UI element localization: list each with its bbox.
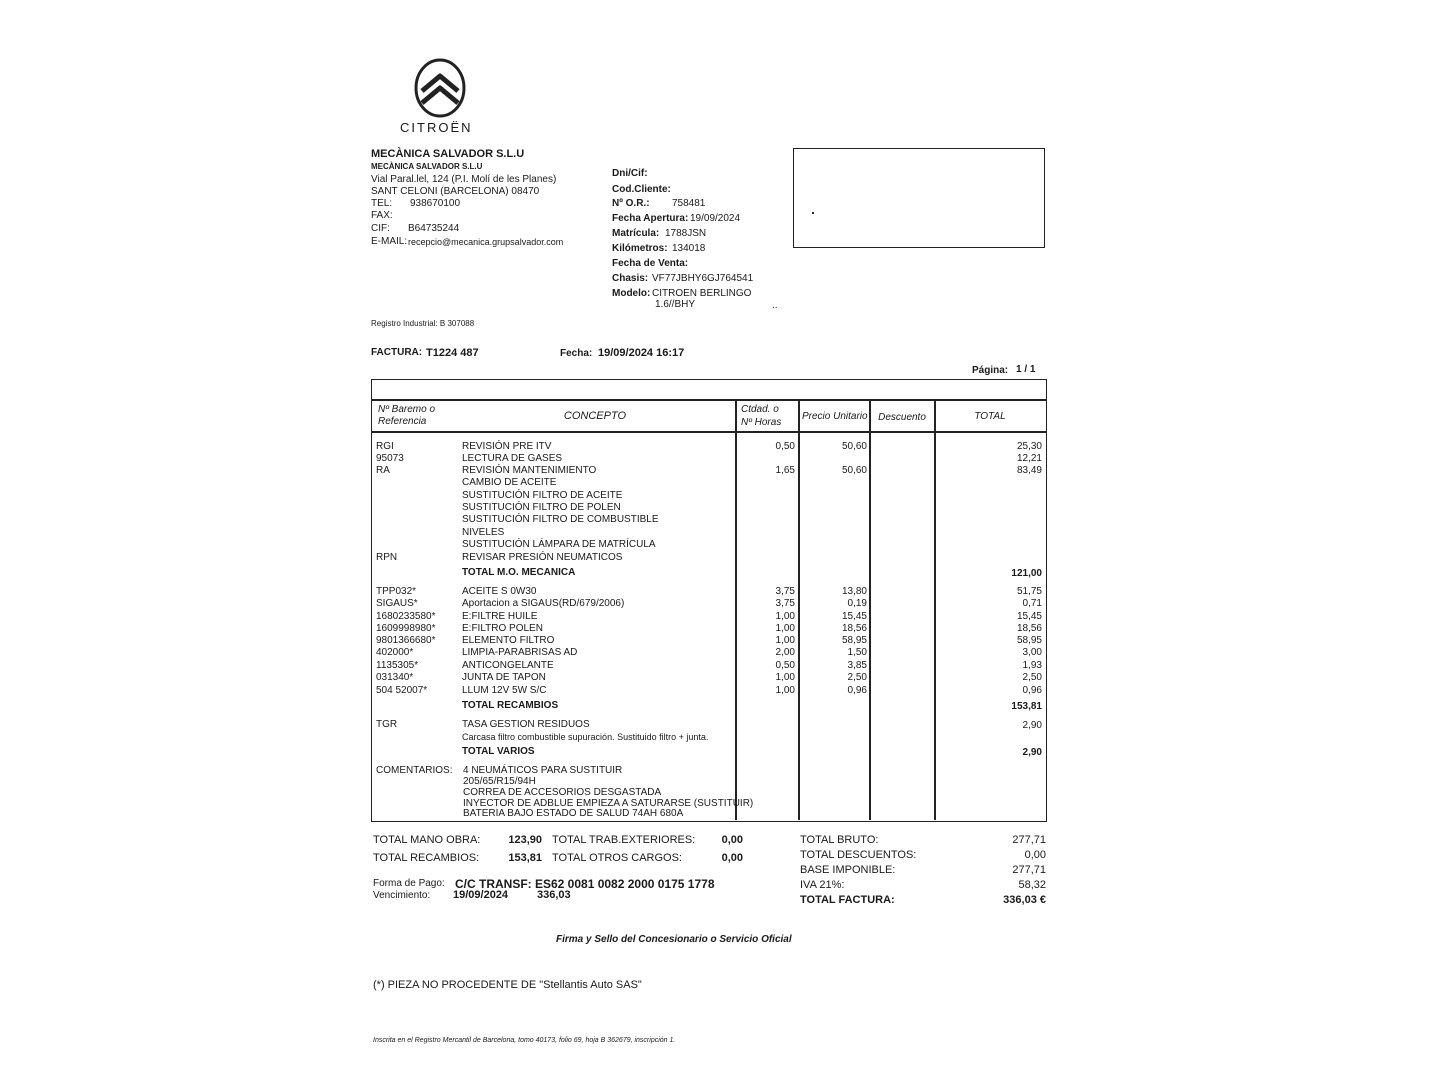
part-total: 3,00 <box>1022 647 1042 658</box>
part-price: 0,19 <box>847 598 867 609</box>
comentarios-label: COMENTARIOS: <box>376 765 453 776</box>
forma-pago-label: Forma de Pago: <box>373 878 445 889</box>
total-factura-label: TOTAL FACTURA: <box>800 894 895 906</box>
part-ref: SIGAUS* <box>376 598 418 609</box>
part-qty: 1,00 <box>775 685 795 696</box>
part-ref: 1135305* <box>376 660 419 671</box>
row-total: 25,30 <box>1016 441 1042 452</box>
total-bruto-value: 277,71 <box>1012 834 1046 846</box>
or-value: 758481 <box>672 198 706 209</box>
part-qty: 1,00 <box>775 611 795 622</box>
row-ref: RA <box>376 465 390 476</box>
total-trab-ext-label: TOTAL TRAB.EXTERIORES: <box>552 834 696 846</box>
header-concepto: CONCEPTO <box>563 410 627 422</box>
fecha-label: Fecha: <box>560 348 593 359</box>
company-name-2: MECÀNICA SALVADOR S.L.U <box>371 162 483 171</box>
company-address: Vial Paral.lel, 124 (P.I. Molí de les Planes) <box>371 174 557 185</box>
chasis-label: Chasis: <box>612 273 649 284</box>
row-total: 83,49 <box>1016 465 1042 476</box>
customer-box-dot <box>812 212 814 214</box>
row-desc: CAMBIO DE ACEITE <box>462 477 557 488</box>
part-price: 15,45 <box>841 611 867 622</box>
part-price: 58,95 <box>841 635 867 646</box>
base-imponible-label: BASE IMPONIBLE: <box>800 864 896 876</box>
forma-pago-value: C/C TRANSF: ES62 0081 0082 2000 0175 1778 <box>455 877 715 891</box>
modelo-value-2: 1.6//BHY <box>655 299 696 310</box>
part-qty: 1,00 <box>775 672 795 683</box>
header-qty-1: Ctdad. o <box>741 404 779 415</box>
cif-label: CIF: <box>371 223 390 234</box>
brand-wordmark: CITROËN <box>400 120 473 135</box>
comentario-line: BATERÍA BAJO ESTADO DE SALUD 74AH 680A <box>463 808 684 819</box>
registro-mercantil: Inscrita en el Registro Mercantil de Barcelona, tomo 40173, folio 69, hoja B 362679, inscripción 1. <box>373 1037 676 1044</box>
email-label: E-MAIL: <box>371 236 408 247</box>
pagina-label: Página: <box>972 365 1009 376</box>
cliente-label: Cod.Cliente: <box>612 184 671 195</box>
part-desc: ACEITE S 0W30 <box>462 586 537 597</box>
apertura-value: 19/09/2024 <box>690 213 741 224</box>
tel-label: TEL: <box>371 198 393 209</box>
part-ref: 1680233580* <box>376 611 436 622</box>
matricula-value: 1788JSN <box>665 228 707 239</box>
comentario-line: INYECTOR DE ADBLUE EMPIEZA A SATURARSE (SUSTITUIR) <box>463 798 754 809</box>
chasis-value: VF77JBHY6GJ764541 <box>652 273 754 284</box>
factura-label: FACTURA: <box>371 347 423 358</box>
row-total: 12,21 <box>1016 453 1042 464</box>
part-price: 0,96 <box>847 685 867 696</box>
part-desc: JUNTA DE TAPON <box>462 672 546 683</box>
modelo-label: Modelo: <box>612 288 651 299</box>
part-price: 13,80 <box>841 586 867 597</box>
total-bruto-label: TOTAL BRUTO: <box>800 834 879 846</box>
row-qty: 1,65 <box>775 465 795 476</box>
row-price: 50,60 <box>841 441 867 452</box>
firma-sello: Firma y Sello del Concesionario o Servicio Oficial <box>556 934 792 945</box>
subtotal-rec-value: 153,81 <box>1011 701 1042 712</box>
part-qty: 1,00 <box>775 623 795 634</box>
email-value: recepcio@mecanica.grupsalvador.com <box>408 237 564 247</box>
pieza-note: (*) PIEZA NO PROCEDENTE DE "Stellantis Auto SAS" <box>373 979 642 991</box>
km-value: 134018 <box>672 243 706 254</box>
total-recambios-label: TOTAL RECAMBIOS: <box>373 852 480 864</box>
varios-desc-2: Carcasa filtro combustible supuración. Sustituido filtro + junta. <box>462 732 709 742</box>
modelo-dots: .. <box>772 300 778 311</box>
varios-desc: TASA GESTION RESIDUOS <box>462 719 590 730</box>
fecha-value: 19/09/2024 16:17 <box>598 347 685 359</box>
header-ref-1: Nº Baremo o <box>378 404 436 415</box>
total-otros-value: 0,00 <box>721 852 743 864</box>
subtotal-mo-value: 121,00 <box>1011 568 1042 579</box>
part-ref: 031340* <box>376 672 414 683</box>
total-descuentos-value: 0,00 <box>1024 849 1046 861</box>
row-desc: LECTURA DE GASES <box>462 453 563 464</box>
row-desc: REVISAR PRESIÓN NEUMATICOS <box>462 552 623 563</box>
subtotal-rec-label: TOTAL RECAMBIOS <box>462 700 559 711</box>
header-total: TOTAL <box>974 411 1006 422</box>
subtotal-var-value: 2,90 <box>1022 747 1042 758</box>
cif-value: B64735244 <box>408 223 460 234</box>
part-ref: TPP032* <box>376 586 417 597</box>
part-desc: E:FILTRE HUILE <box>462 611 538 622</box>
subtotal-mo-label: TOTAL M.O. MECANICA <box>462 567 576 578</box>
part-desc: ELEMENTO FILTRO <box>462 635 555 646</box>
total-descuentos-label: TOTAL DESCUENTOS: <box>800 849 917 861</box>
part-qty: 2,00 <box>775 647 795 658</box>
company-city: SANT CELONI (BARCELONA) 08470 <box>371 186 540 197</box>
part-price: 3,85 <box>847 660 867 671</box>
company-name: MECÀNICA SALVADOR S.L.U <box>371 148 525 160</box>
dni-label: Dni/Cif: <box>612 168 648 179</box>
total-recambios-value: 153,81 <box>508 852 542 864</box>
venta-label: Fecha de Venta: <box>612 258 689 269</box>
varios-ref: TGR <box>376 719 398 730</box>
customer-address-box <box>793 148 1045 248</box>
part-ref: 1609998980* <box>376 623 436 634</box>
row-desc: NIVELES <box>462 527 505 538</box>
part-ref: 9801366680* <box>376 635 436 646</box>
header-qty-2: Nº Horas <box>741 417 782 428</box>
vencimiento-fecha: 19/09/2024 <box>453 889 509 901</box>
part-price: 1,50 <box>847 647 867 658</box>
or-label: Nº O.R.: <box>612 198 650 209</box>
part-total: 18,56 <box>1016 623 1042 634</box>
tel-value: 938670100 <box>410 198 461 209</box>
part-desc: ANTICONGELANTE <box>462 660 554 671</box>
modelo-value: CITROEN BERLINGO <box>652 288 752 299</box>
km-label: Kilómetros: <box>612 243 668 254</box>
row-desc: SUSTITUCIÓN FILTRO DE COMBUSTIBLE <box>462 514 659 525</box>
part-price: 2,50 <box>847 672 867 683</box>
row-ref: RPN <box>376 552 398 563</box>
vencimiento-label: Vencimiento: <box>373 890 431 901</box>
apertura-label: Fecha Apertura: <box>612 213 689 224</box>
part-desc: LLUM 12V 5W S/C <box>462 685 547 696</box>
row-ref: RGI <box>376 441 394 452</box>
part-ref: 504 52007* <box>376 685 428 696</box>
fax-label: FAX: <box>371 210 393 221</box>
iva-value: 58,32 <box>1018 879 1046 891</box>
vencimiento-importe: 336,03 <box>537 889 571 901</box>
header-precio: Precio Unitario <box>802 411 868 422</box>
part-total: 15,45 <box>1016 611 1042 622</box>
row-qty: 0,50 <box>775 441 795 452</box>
row-desc: REVISIÓN PRE ITV <box>462 441 552 452</box>
comentario-line: 205/65/R15/94H <box>463 776 536 787</box>
matricula-label: Matrícula: <box>612 228 660 239</box>
part-total: 58,95 <box>1016 635 1042 646</box>
part-price: 18,56 <box>841 623 867 634</box>
part-desc: Aportacion a SIGAUS(RD/679/2006) <box>462 598 625 609</box>
subtotal-var-label: TOTAL VARIOS <box>462 746 535 757</box>
part-qty: 3,75 <box>775 586 795 597</box>
part-total: 1,93 <box>1022 660 1042 671</box>
comentario-line: 4 NEUMÁTICOS PARA SUSTITUIR <box>463 765 623 776</box>
part-desc: LIMPIA-PARABRISAS AD <box>462 647 578 658</box>
part-ref: 402000* <box>376 647 414 658</box>
total-mano-obra-value: 123,90 <box>508 834 542 846</box>
header-ref-2: Referencia <box>378 416 427 427</box>
part-qty: 1,00 <box>775 635 795 646</box>
part-total: 2,50 <box>1022 672 1042 683</box>
factura-number: T1224 487 <box>426 347 479 359</box>
row-ref: 95073 <box>376 453 404 464</box>
iva-label: IVA 21%: <box>800 879 845 891</box>
row-desc: SUSTITUCIÓN FILTRO DE ACEITE <box>462 490 623 501</box>
total-otros-label: TOTAL OTROS CARGOS: <box>552 852 682 864</box>
varios-total: 2,90 <box>1022 720 1042 731</box>
comentario-line: CORREA DE ACCESORIOS DESGASTADA <box>463 787 662 798</box>
row-desc: SUSTITUCIÓN LÁMPARA DE MATRÍCULA <box>462 539 656 550</box>
total-factura-value: 336,03 € <box>1003 894 1046 906</box>
total-mano-obra-label: TOTAL MANO OBRA: <box>373 834 481 846</box>
registro-industrial: Registro Industrial: B 307088 <box>371 319 475 328</box>
pagina-value: 1 / 1 <box>1016 364 1036 375</box>
citroen-logo <box>410 58 470 120</box>
part-total: 0,96 <box>1022 685 1042 696</box>
total-trab-ext-value: 0,00 <box>721 834 743 846</box>
base-imponible-value: 277,71 <box>1012 864 1046 876</box>
part-total: 0,71 <box>1022 598 1042 609</box>
row-price: 50,60 <box>841 465 867 476</box>
part-total: 51,75 <box>1016 586 1042 597</box>
part-qty: 0,50 <box>775 660 795 671</box>
part-desc: E:FILTRO POLEN <box>462 623 543 634</box>
row-desc: REVISIÓN MANTENIMIENTO <box>462 465 597 476</box>
header-descuento: Descuento <box>878 412 926 423</box>
row-desc: SUSTITUCIÓN FILTRO DE POLEN <box>462 502 621 513</box>
part-qty: 3,75 <box>775 598 795 609</box>
